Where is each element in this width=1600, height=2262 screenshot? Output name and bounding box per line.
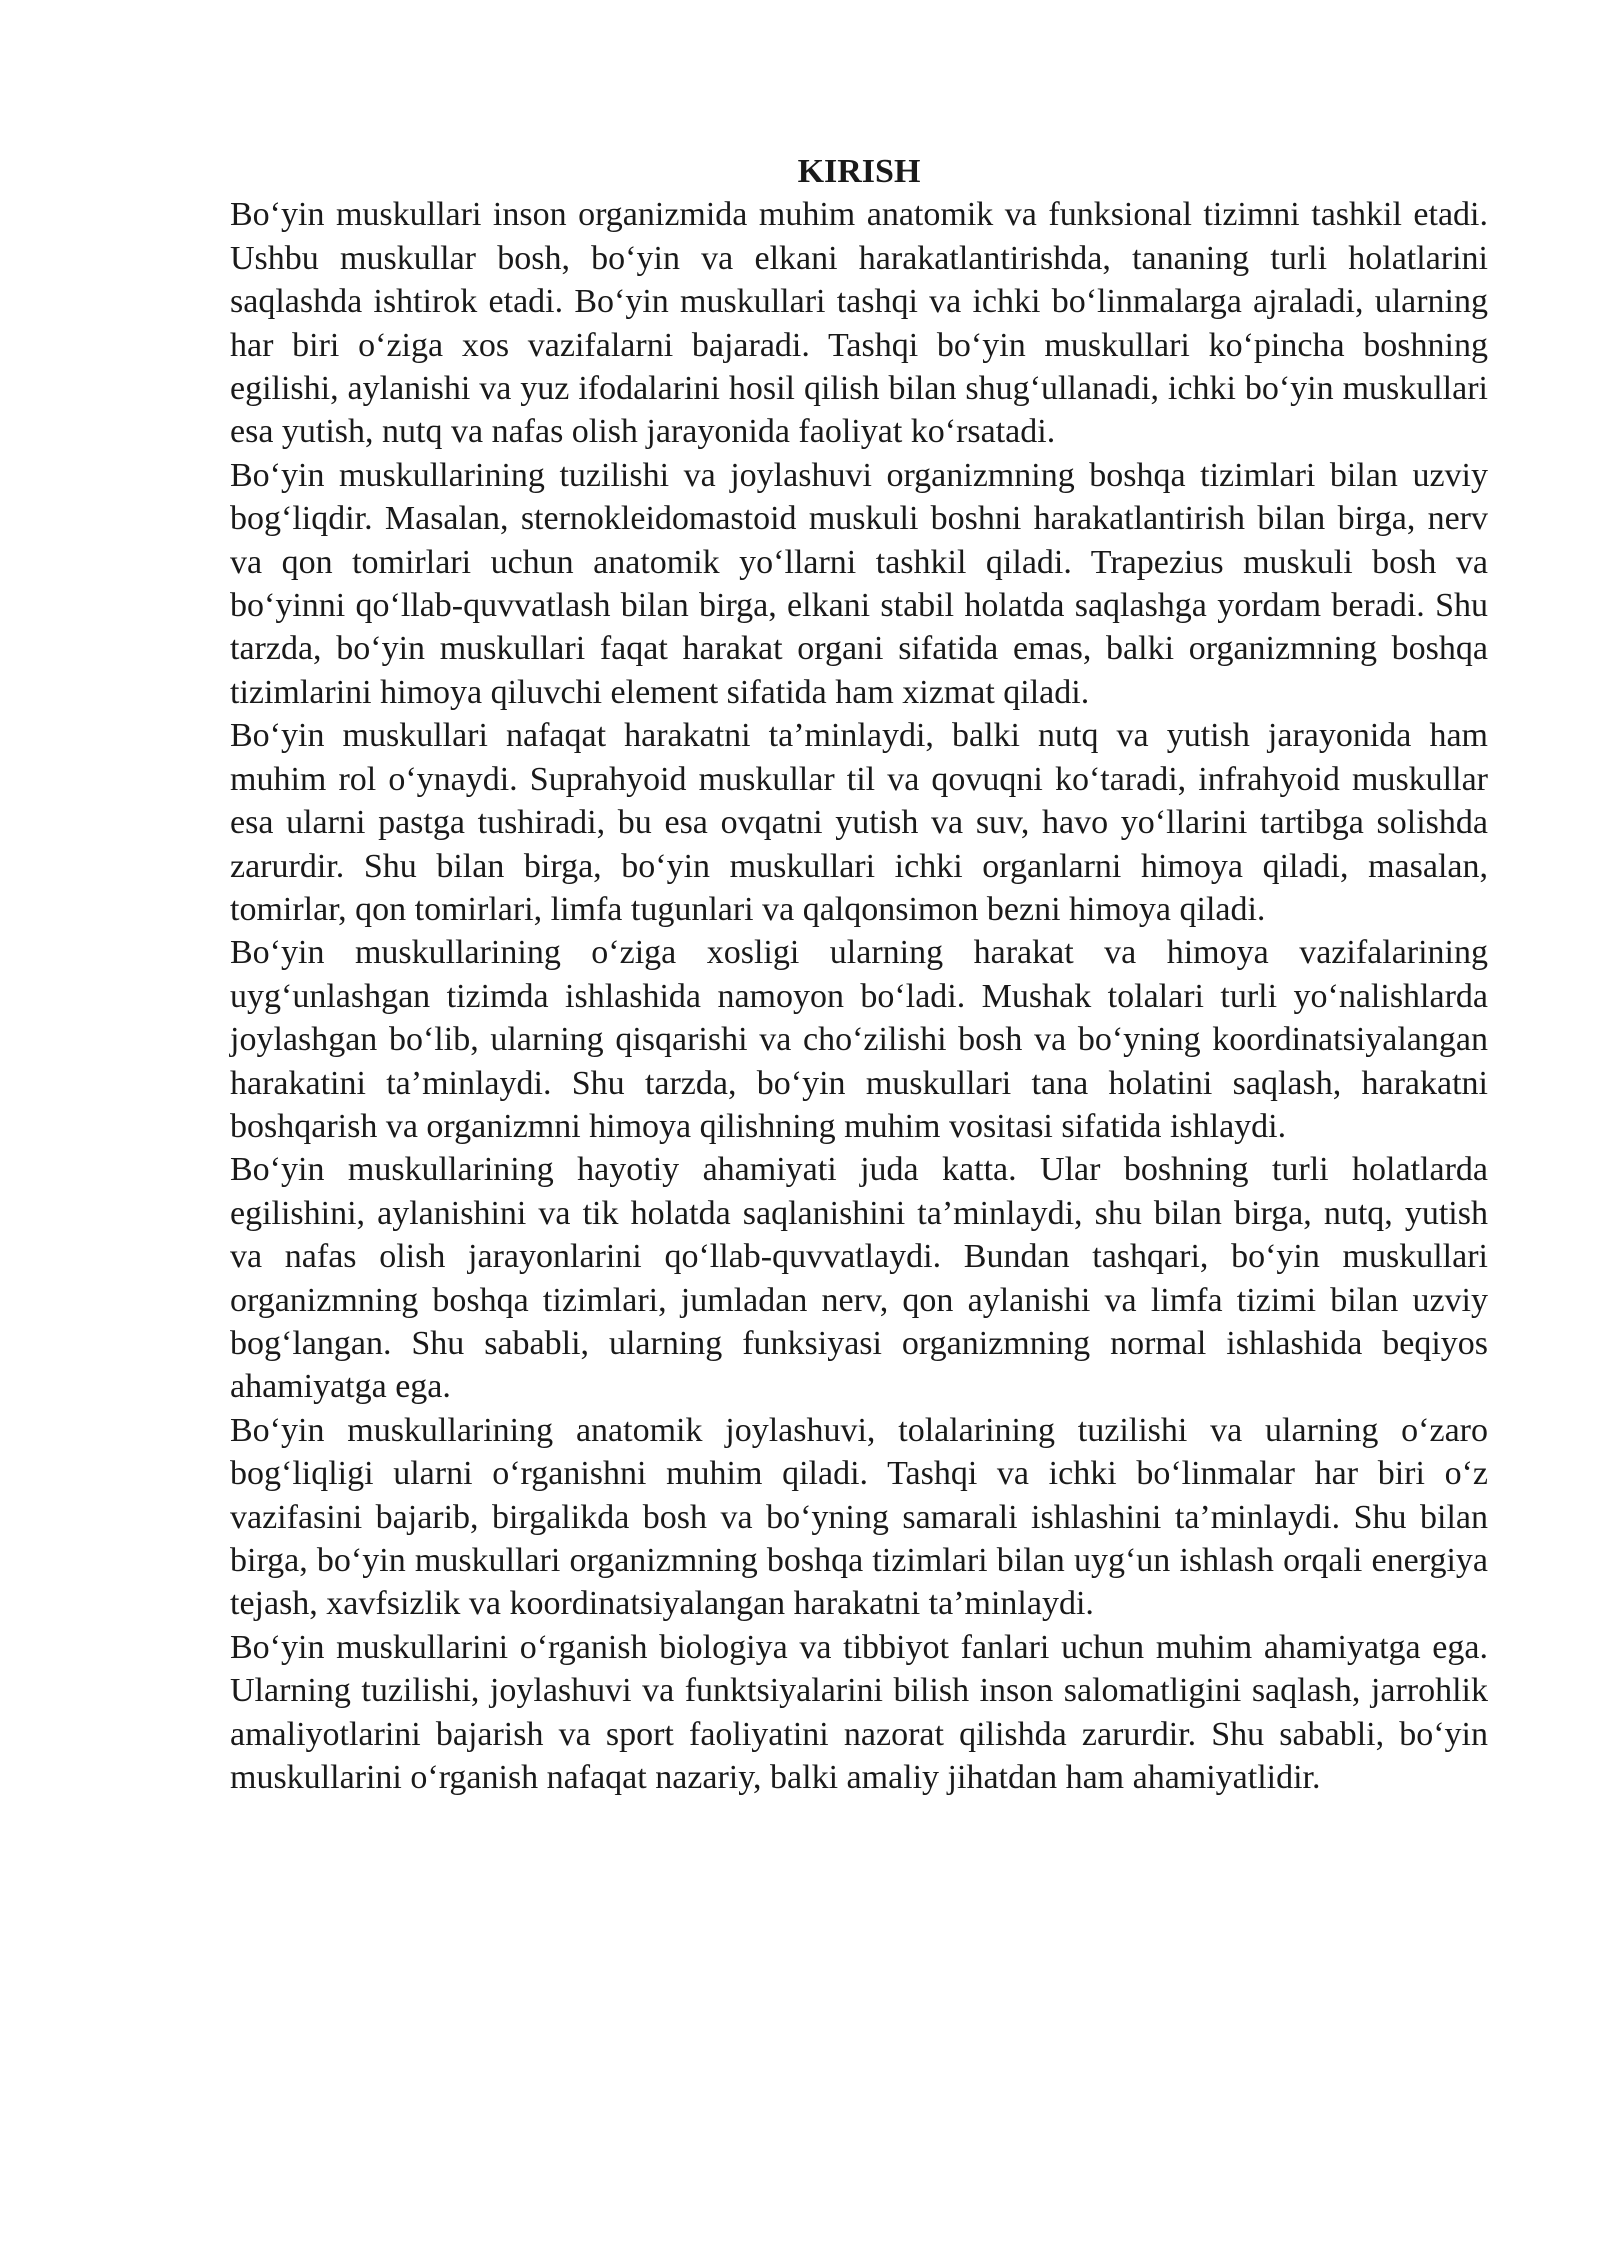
page-title: KIRISH — [797, 153, 921, 190]
paragraph-1: Bo‘yin muskullari inson organizmida muhim anatomik va funksional tizimni tashkil etadi. Ushbu muskullar bosh, bo‘yin va elkani harakatlantirishda, tananing turli holatlarini saqlashda ishtirok etadi. Bo‘yin muskullari tashqi va ichki bo‘linmalarga ajraladi, ularning har biri o‘ziga xos vazifalarni bajaradi. Tashqi bo‘yin muskullari ko‘pincha boshning egilishi, aylanishi va yuz ifodalarini hosil qilish bilan shug‘ullanadi, ichki bo‘yin muskullari esa yutish, nutq va nafas olish jarayonida faoliyat ko‘rsatadi. — [230, 196, 1488, 451]
paragraph-2: Bo‘yin muskullarining tuzilishi va joylashuvi organizmning boshqa tizimlari bilan uzviy bog‘liqdir. Masalan, sternokleidomastoid muskuli boshni harakatlantirish bilan birga, nerv va qon tomirlari uchun anatomik yo‘llarni tashkil qiladi. Trapezius muskuli bosh va bo‘yinni qo‘llab-quvvatlash bilan birga, elkani stabil holatda saqlashga yordam beradi. Shu tarzda, bo‘yin muskullari faqat harakat organi sifatida emas, balki organizmning boshqa tizimlarini himoya qiluvchi element sifatida ham xizmat qiladi. — [230, 456, 1488, 711]
paragraph-3: Bo‘yin muskullari nafaqat harakatni ta’minlaydi, balki nutq va yutish jarayonida ham muhim rol o‘ynaydi. Suprahyoid muskullar til va qovuqni ko‘taradi, infrahyoid muskullar esa ularni pastga tushiradi, bu esa ovqatni yutish va suv, havo yo‘llarini tartibga solishda zarurdir. Shu bilan birga, bo‘yin muskullari ichki organlarni himoya qiladi, masalan, tomirlar, qon tomirlari, limfa tugunlari va qalqonsimon bezni himoya qiladi. — [230, 717, 1488, 928]
document-page — [230, 150, 1488, 1799]
paragraph-7: Bo‘yin muskullarini o‘rganish biologiya va tibbiyot fanlari uchun muhim ahamiyatga ega. Ularning tuzilishi, joylashuvi va funktsiyalarini bilish inson salomatligini saqlash, jarrohlik amaliyotlarini bajarish va sport faoliyatini nazorat qilishda zarurdir. Shu sababli, bo‘yin muskullarini o‘rganish nafaqat nazariy, balki amaliy jihatdan ham ahamiyatlidir. — [230, 1628, 1488, 1797]
paragraph-5: Bo‘yin muskullarining hayotiy ahamiyati juda katta. Ular boshning turli holatlarda egilishini, aylanishini va tik holatda saqlanishini ta’minlaydi, shu bilan birga, nutq, yutish va nafas olish jarayonlarini qo‘llab-quvvatlaydi. Bundan tashqari, bo‘yin muskullari organizmning boshqa tizimlari, jumladan nerv, qon aylanishi va limfa tizimi bilan uzviy bog‘langan. Shu sababli, ularning funksiyasi organizmning normal ishlashida beqiyos ahamiyatga ega. — [230, 1151, 1488, 1406]
paragraph-6: Bo‘yin muskullarining anatomik joylashuvi, tolalarining tuzilishi va ularning o‘zaro bog‘liqligi ularni o‘rganishni muhim qiladi. Tashqi va ichki bo‘linmalar har biri o‘z vazifasini bajarib, birgalikda bosh va bo‘yning samarali ishlashini ta’minlaydi. Shu bilan birga, bo‘yin muskullari organizmning boshqa tizimlari bilan uyg‘un ishlash orqali energiya tejash, xavfsizlik va koordinatsiyalangan harakatni ta’minlaydi. — [230, 1411, 1488, 1623]
paragraph-4: Bo‘yin muskullarining o‘ziga xosligi ularning harakat va himoya vazifalarining uyg‘unlashgan tizimda ishlashida namoyon bo‘ladi. Mushak tolalari turli yo‘nalishlarda joylashgan bo‘lib, ularning qisqarishi va cho‘zilishi bosh va bo‘yning koordinatsiyalangan harakatini ta’minlaydi. Shu tarzda, bo‘yin muskullari tana holatini saqlash, harakatni boshqarish va organizmni himoya qilishning muhim vositasi sifatida ishlaydi. — [230, 934, 1488, 1145]
